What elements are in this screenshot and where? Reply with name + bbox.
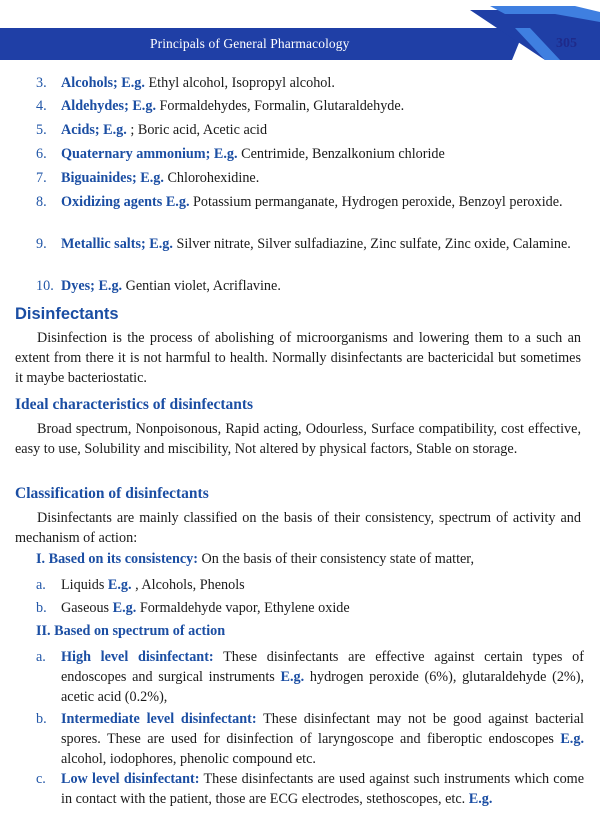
ideal-paragraph: Broad spectrum, Nonpoisonous, Rapid acting, Odourless, Surface compatibility, cost effective, easy to use, Solubility and miscibility, Not altered by physical factors, Stable on storage.	[15, 421, 581, 457]
list-item	[36, 73, 584, 93]
list-number: 4.	[36, 98, 47, 114]
list-term: Metallic salts;	[61, 236, 146, 252]
list-text: Formaldehydes, Formalin, Glutaraldehyde.	[156, 98, 405, 114]
page-header	[0, 0, 600, 60]
list-term: Acids;	[61, 122, 100, 138]
list-number: 10.	[36, 278, 54, 294]
item-text-2: hydrogen peroxide (6%), glutaraldehyde (2%), acetic acid (0.2%),	[61, 669, 584, 705]
list-number: 9.	[36, 236, 47, 252]
list-text: Potassium permanganate, Hydrogen peroxide, Benzoyl peroxide.	[189, 194, 563, 210]
list-number: b.	[36, 600, 47, 616]
eg-label: E.g.	[165, 194, 190, 210]
eg-label: E.g.	[560, 731, 584, 747]
eg-label: E.g.	[468, 791, 493, 807]
item-term: Low level disinfectant:	[61, 771, 200, 787]
list-item	[36, 96, 584, 116]
subheading-consistency	[36, 551, 474, 568]
subheading-title: I. Based on its consistency:	[36, 551, 198, 567]
list-term: Biguainides;	[61, 170, 137, 186]
item-pre: Liquids	[61, 577, 108, 593]
subheading-spectrum	[36, 623, 225, 640]
subheading-title: II. Based on spectrum of action	[36, 623, 226, 639]
subheading-rest: On the basis of their consistency state of matter,	[198, 551, 475, 567]
list-text: Gentian violet, Acriflavine.	[122, 278, 281, 294]
item-text: Formaldehyde vapor, Ethylene oxide	[136, 600, 350, 616]
list-number: a.	[36, 577, 46, 593]
item-term: Intermediate level disinfectant:	[61, 711, 257, 727]
list-text: Silver nitrate, Silver sulfadiazine, Zinc sulfate, Zinc oxide, Calamine.	[172, 236, 571, 252]
item-text: These disinfectant may not be good against bacterial spores. These are used for disinfection of laryngoscope and fiberoptic endoscopes	[61, 711, 584, 747]
list-item	[36, 234, 584, 254]
list-item	[36, 709, 584, 769]
list-number: 8.	[36, 194, 47, 210]
disinfectants-paragraph: Disinfection is the process of abolishing of microorganisms and lowering them to a such an extent from there it is not harmful to health. Normally disinfectants are bactericidal but sometimes it maybe bacteriostatic.	[15, 330, 581, 386]
list-term: Alcohols;	[61, 75, 118, 91]
list-item	[36, 647, 584, 707]
eg-label: E.g.	[132, 98, 156, 114]
running-title: Principals of General Pharmacology	[150, 36, 350, 51]
list-item	[36, 769, 584, 809]
section-heading-classification: Classification of disinfectants	[15, 485, 209, 502]
list-text: ; Boric acid, Acetic acid	[126, 122, 268, 138]
list-term: Dyes;	[61, 278, 95, 294]
list-item	[36, 276, 584, 296]
item-text: , Alcohols, Phenols	[131, 577, 245, 593]
list-item	[36, 144, 584, 164]
list-item	[36, 598, 584, 618]
list-term: Aldehydes;	[61, 98, 129, 114]
eg-label: E.g.	[121, 75, 145, 91]
list-text: Centrimide, Benzalkonium chloride	[237, 146, 445, 162]
section-heading-disinfectants: Disinfectants	[15, 305, 119, 323]
item-text: These disinfectants are used against such instruments which come in contact with the patient, those are ECG electrodes, stethoscopes, etc.	[61, 771, 584, 807]
list-number: c.	[36, 771, 46, 787]
eg-label: E.g.	[103, 122, 127, 138]
eg-label: E.g.	[280, 669, 305, 685]
eg-label: E.g.	[107, 577, 132, 593]
eg-label: E.g.	[112, 600, 137, 616]
item-pre: Gaseous	[61, 600, 113, 616]
list-number: 5.	[36, 122, 47, 138]
item-text: These disinfectants are effective against certain types of endoscopes and surgical instruments	[61, 649, 584, 685]
list-term: Quaternary ammonium;	[61, 146, 211, 162]
list-term: Oxidizing agents	[61, 194, 163, 210]
list-number: 7.	[36, 170, 47, 186]
list-text: Chlorohexidine.	[163, 170, 260, 186]
list-number: 6.	[36, 146, 47, 162]
item-term: High level disinfectant:	[61, 649, 214, 665]
eg-label: E.g.	[98, 278, 123, 294]
page-number: 305	[556, 36, 577, 51]
list-item	[36, 120, 584, 140]
list-item	[36, 192, 584, 212]
eg-label: E.g.	[140, 170, 164, 186]
list-number: a.	[36, 649, 46, 665]
eg-label: E.g.	[149, 236, 173, 252]
list-text: Ethyl alcohol, Isopropyl alcohol.	[144, 75, 335, 91]
list-number: b.	[36, 711, 47, 727]
list-item	[36, 575, 584, 595]
eg-label: E.g.	[213, 146, 238, 162]
list-number: 3.	[36, 75, 47, 91]
item-text-2: alcohol, iodophores, phenolic compound etc.	[61, 751, 316, 767]
classification-paragraph: Disinfectants are mainly classified on the basis of their consistency, spectrum of activity and mechanism of action:	[15, 510, 581, 546]
list-item	[36, 168, 584, 188]
section-heading-ideal: Ideal characteristics of disinfectants	[15, 396, 254, 413]
